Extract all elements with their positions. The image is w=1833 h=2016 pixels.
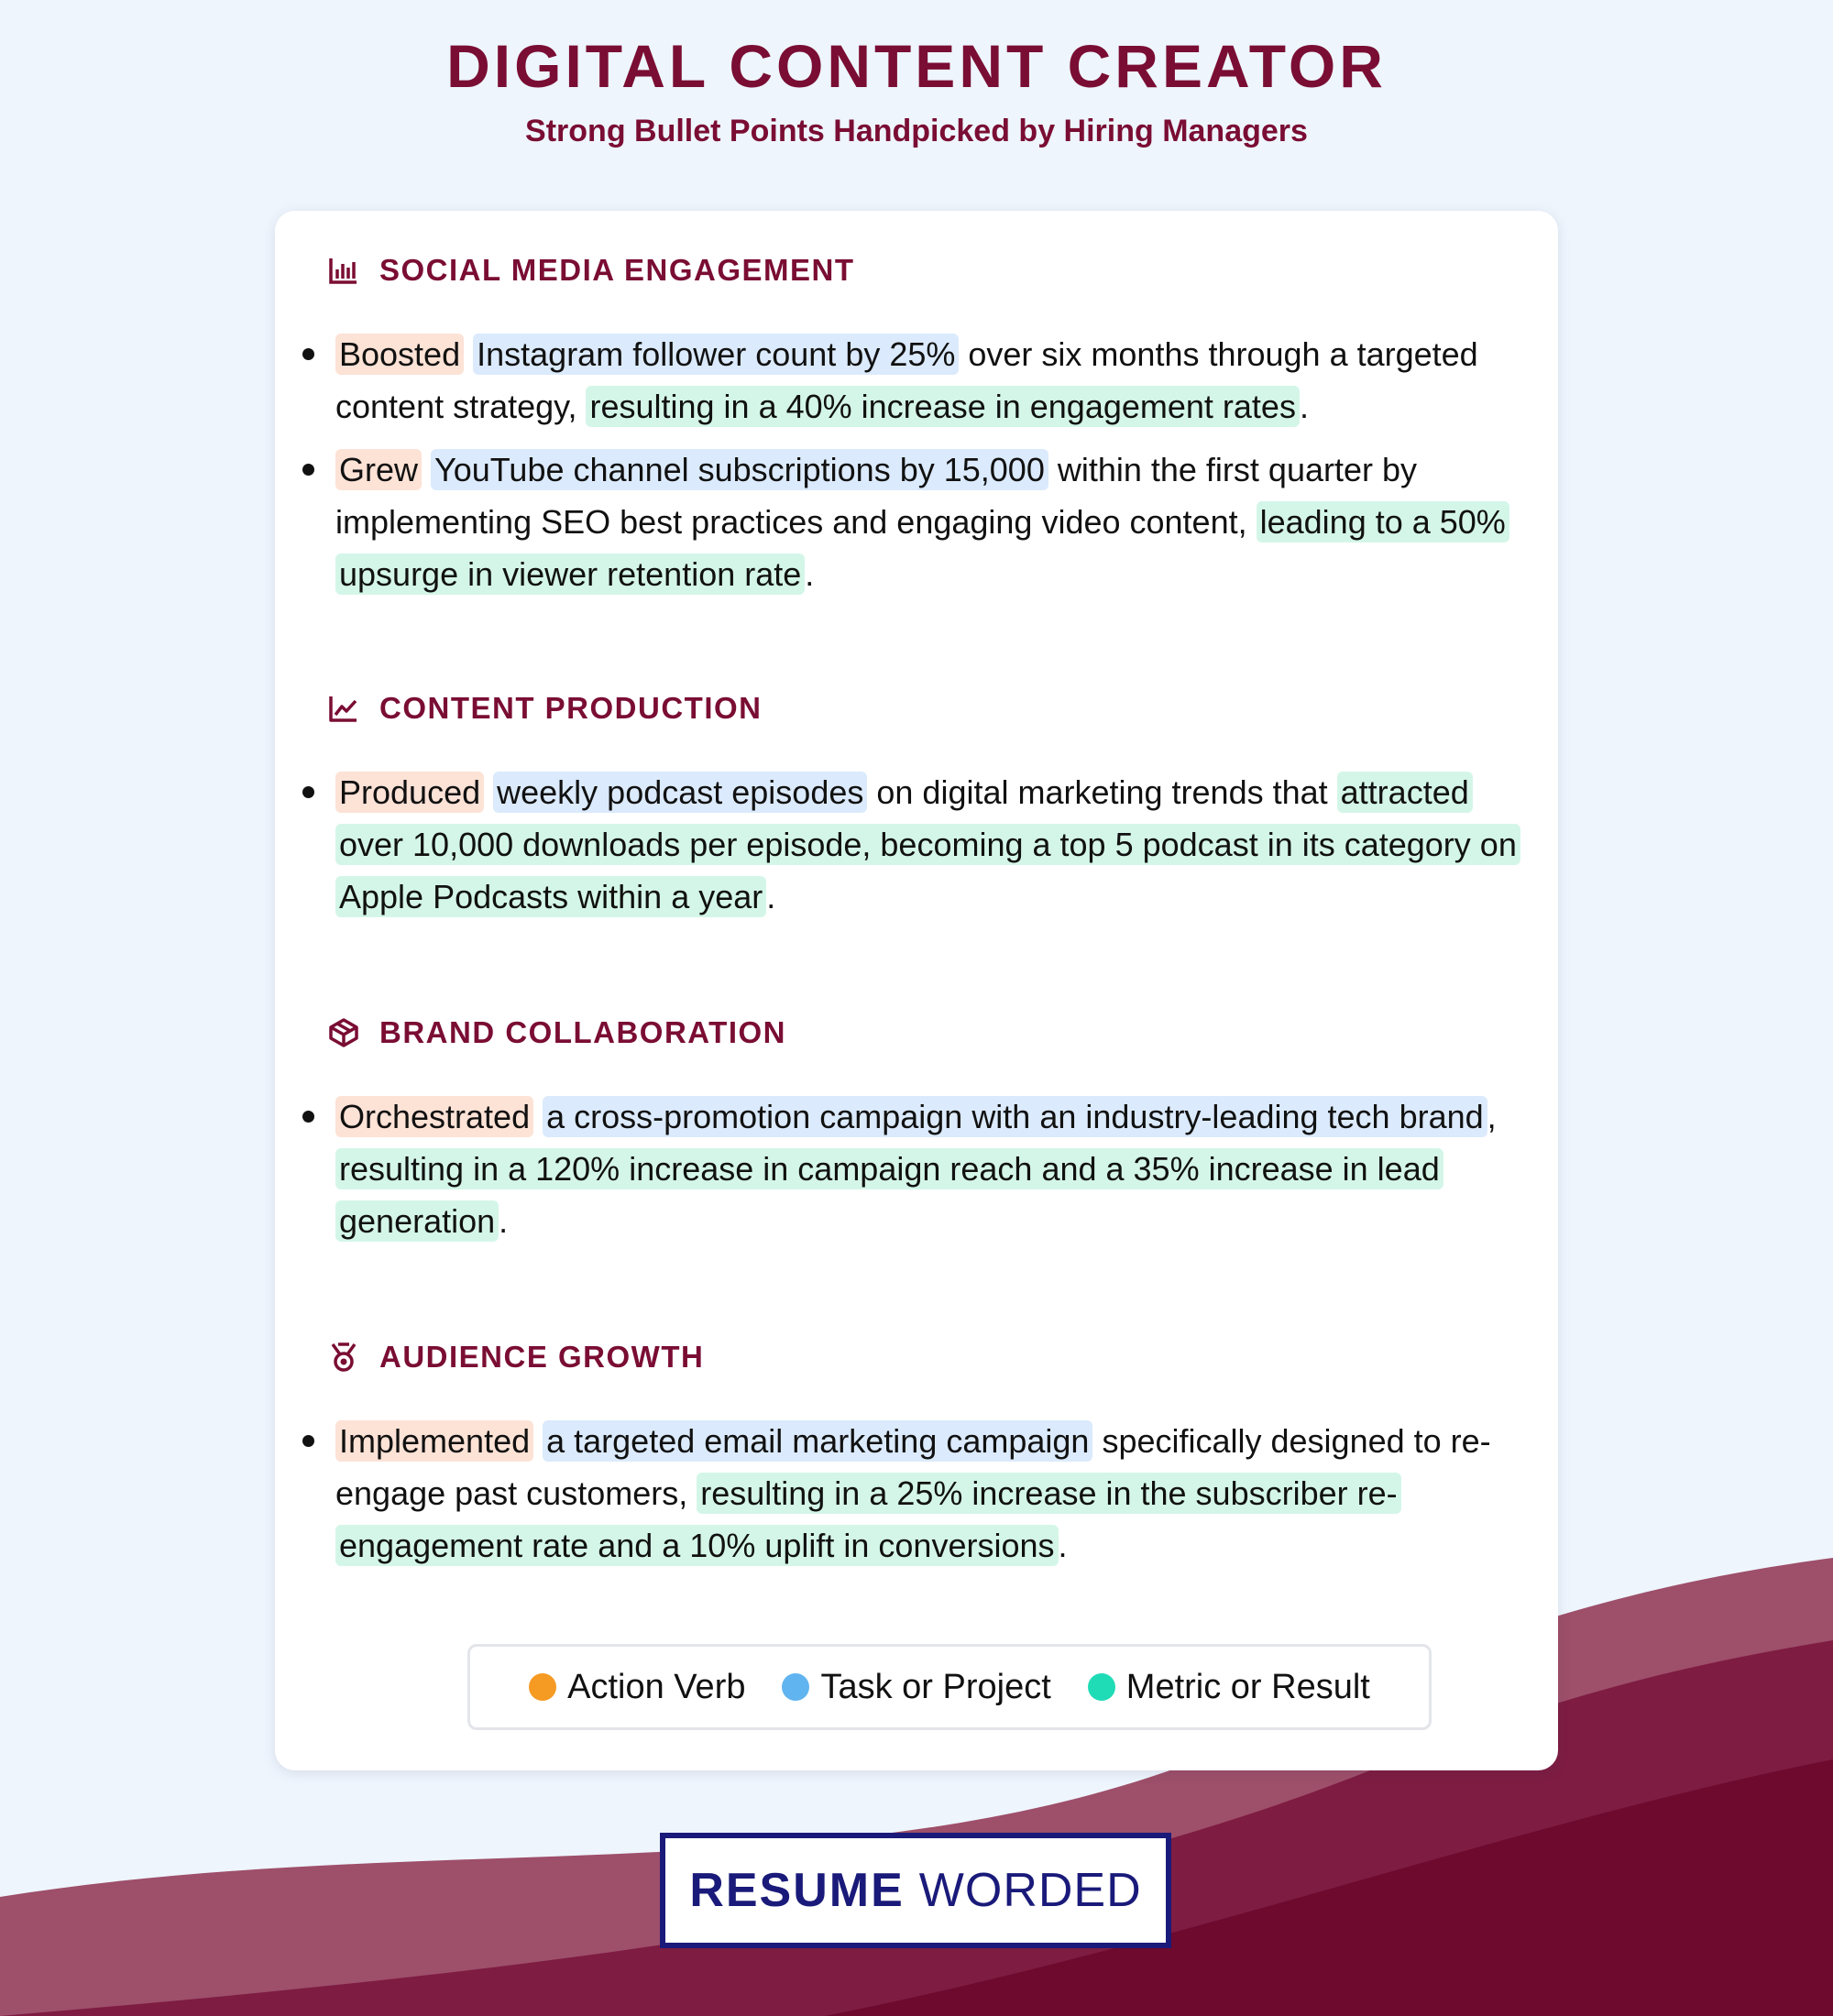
page-title: DIGITAL CONTENT CREATOR: [446, 32, 1387, 100]
section-title: SOCIAL MEDIA ENGAGEMENT: [379, 253, 855, 287]
highlight-legend: [467, 1644, 1432, 1730]
line-chart-icon: [328, 693, 359, 724]
bullet-item: [275, 444, 1558, 600]
bullet-dot: [302, 1435, 314, 1447]
section-title: BRAND COLLABORATION: [379, 1015, 787, 1049]
section-header: [328, 247, 855, 293]
bullet-list: [275, 1090, 1558, 1258]
action-verb: Boosted: [335, 334, 464, 375]
bullet-item: [275, 766, 1558, 923]
section-title: CONTENT PRODUCTION: [379, 691, 763, 725]
bullet-end: .: [805, 555, 815, 593]
bullet-end: .: [1299, 388, 1309, 425]
task-phrase: a cross-promotion campaign with an industry-leading tech brand: [543, 1096, 1487, 1137]
legend-item-action-verb: [529, 1668, 745, 1707]
bullet-end: .: [766, 878, 776, 915]
bullet-dot: [302, 1111, 314, 1123]
section-header: [328, 1010, 786, 1056]
bar-chart-icon: [328, 255, 359, 286]
bullet-list: [275, 1415, 1558, 1583]
bullet-item: [275, 1415, 1558, 1572]
legend-item-task: [782, 1668, 1050, 1707]
bullet-list: [275, 328, 1558, 611]
resume-worded-logo[interactable]: [660, 1833, 1171, 1948]
section-header: [328, 685, 763, 731]
action-verb: Orchestrated: [335, 1096, 533, 1137]
legend-label: Metric or Result: [1125, 1667, 1370, 1706]
legend-dot-orange: [529, 1673, 556, 1701]
action-verb: Grew: [335, 449, 422, 490]
metric-phrase: attracted over 10,000 downloads per episode, becoming a top 5 podcast in its category on Apple Podcasts within a year: [335, 772, 1520, 917]
bullet-text: within the first quarter by implementing SEO best practices and engaging video content,: [335, 451, 1418, 541]
cube-icon: [328, 1017, 359, 1048]
bullet-card: [275, 211, 1558, 1770]
metric-phrase: resulting in a 120% increase in campaign reach and a 35% increase in lead generation: [335, 1148, 1443, 1242]
logo-bold-text: RESUME: [689, 1864, 905, 1917]
section-title: AUDIENCE GROWTH: [379, 1340, 705, 1374]
action-verb: Implemented: [335, 1420, 533, 1462]
bullet-item: [275, 328, 1558, 433]
metric-phrase: resulting in a 25% increase in the subscriber re-engagement rate and a 10% uplift in conversions: [335, 1473, 1401, 1566]
task-phrase: YouTube channel subscriptions by 15,000: [431, 449, 1048, 490]
section-header: [328, 1334, 704, 1380]
bullet-text: specifically designed to re-engage past customers,: [335, 1422, 1491, 1512]
bullet-text: over six months through a targeted content strategy,: [335, 335, 1478, 425]
metric-phrase: resulting in a 40% increase in engagement rates: [586, 386, 1299, 427]
task-phrase: weekly podcast episodes: [493, 772, 867, 813]
logo-light-text: WORDED: [918, 1864, 1142, 1917]
medal-icon: [328, 1342, 359, 1373]
legend-item-metric: [1088, 1668, 1370, 1707]
task-phrase: Instagram follower count by 25%: [473, 334, 959, 375]
metric-phrase: leading to a 50% upsurge in viewer retention rate: [335, 501, 1509, 595]
bullet-item: [275, 1090, 1558, 1247]
bullet-list: [275, 766, 1558, 934]
legend-label: Action Verb: [567, 1667, 746, 1706]
bullet-end: .: [1058, 1527, 1068, 1564]
bullet-end: .: [499, 1202, 509, 1240]
action-verb: Produced: [335, 772, 484, 813]
bullet-dot: [302, 348, 314, 360]
bullet-text: ,: [1487, 1098, 1497, 1135]
task-phrase: a targeted email marketing campaign: [543, 1420, 1092, 1462]
page-subtitle: Strong Bullet Points Handpicked by Hiring Managers: [525, 114, 1308, 148]
bullet-text: on digital marketing trends that: [867, 773, 1337, 811]
legend-label: Task or Project: [820, 1667, 1051, 1706]
legend-dot-teal: [1088, 1673, 1115, 1701]
bullet-dot: [302, 464, 314, 476]
legend-dot-blue: [782, 1673, 809, 1701]
bullet-dot: [302, 786, 314, 798]
